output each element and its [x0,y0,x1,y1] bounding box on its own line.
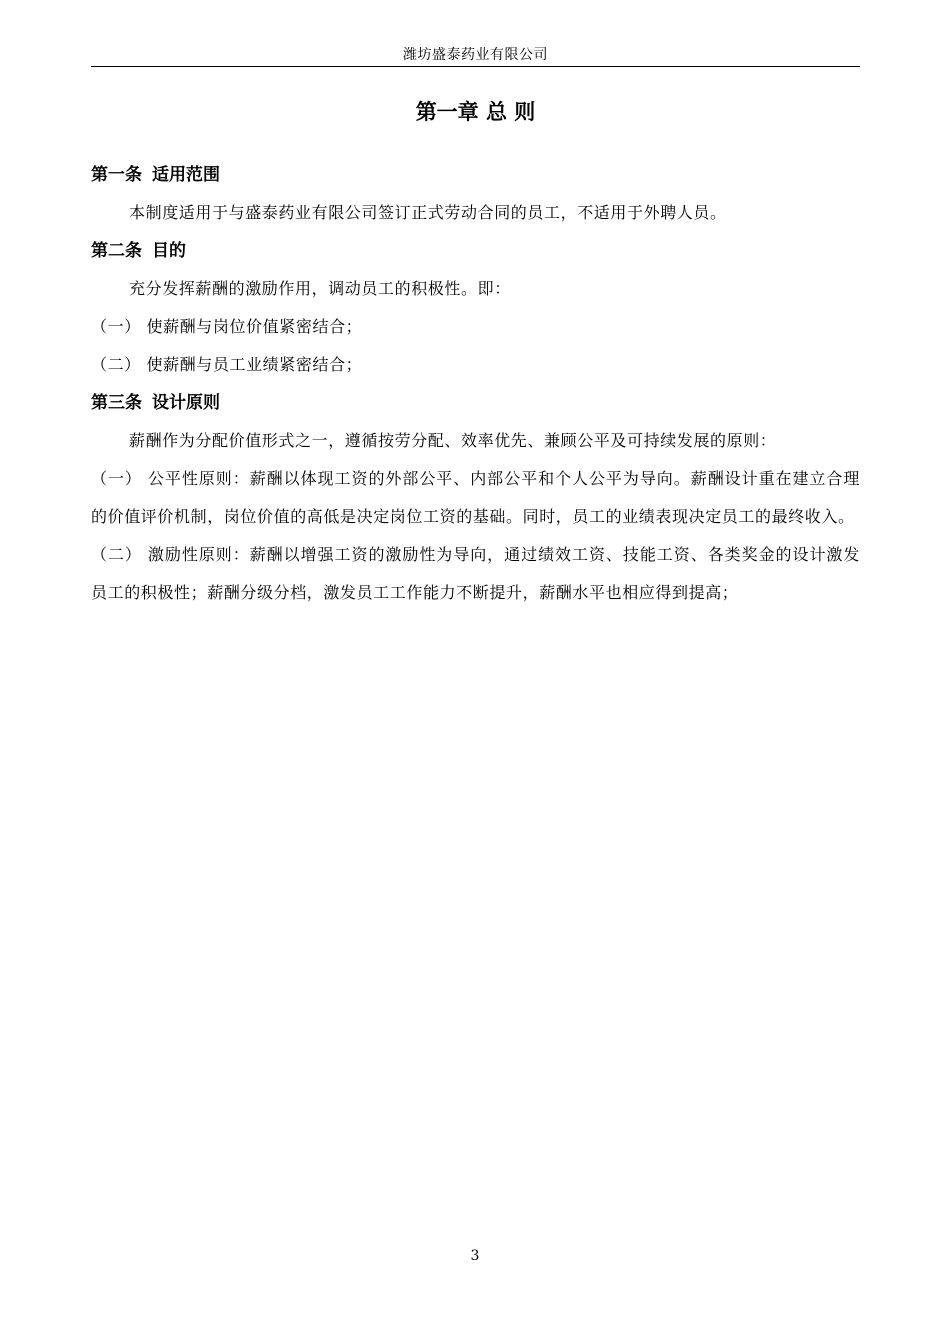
chapter-title: 第一章 总 则 [415,100,536,124]
page-number: 3 [470,1248,480,1264]
paragraph: 薪酬作为分配价值形式之一，遵循按劳分配、效率优先、兼顾公平及可持续发展的原则： [129,431,777,450]
article-3 [91,384,860,612]
article-number: 第三条 [91,393,142,413]
page-header [91,44,860,67]
document-body [91,156,860,612]
article-number: 第二条 [91,241,142,261]
paragraph: 充分发挥薪酬的激励作用，调动员工的积极性。即： [129,279,511,298]
list-item: （一） 公平性原则：薪酬以体现工资的外部公平、内部公平和个人公平为导向。薪酬设计重在建立合理的价值评价机制，岗位价值的高低是决定岗位工资的基础。同时，员工的业绩表现决定员工的最终收入。 [91,469,860,526]
article-title: 目的 [152,241,186,261]
list-item: （二） 使薪酬与员工业绩紧密结合； [91,355,363,374]
list-item: （二） 激励性原则：薪酬以增强工资的激励性为导向，通过绩效工资、技能工资、各类奖金的设计激发员工的积极性；薪酬分级分档，激发员工工作能力不断提升，薪酬水平也相应得到提高； [91,545,860,602]
article-number: 第一条 [91,165,142,185]
article-title: 设计原则 [152,393,220,413]
article-heading [91,384,860,422]
paragraph: 本制度适用于与盛泰药业有限公司签订正式劳动合同的员工，不适用于外聘人员。 [129,203,727,222]
article-heading [91,156,860,194]
article-title: 适用范围 [152,165,220,185]
list-item: （一） 使薪酬与岗位价值紧密结合； [91,317,363,336]
article-heading [91,232,860,270]
article-2 [91,232,860,384]
article-1 [91,156,860,232]
header-company-name: 潍坊盛泰药业有限公司 [403,47,548,63]
